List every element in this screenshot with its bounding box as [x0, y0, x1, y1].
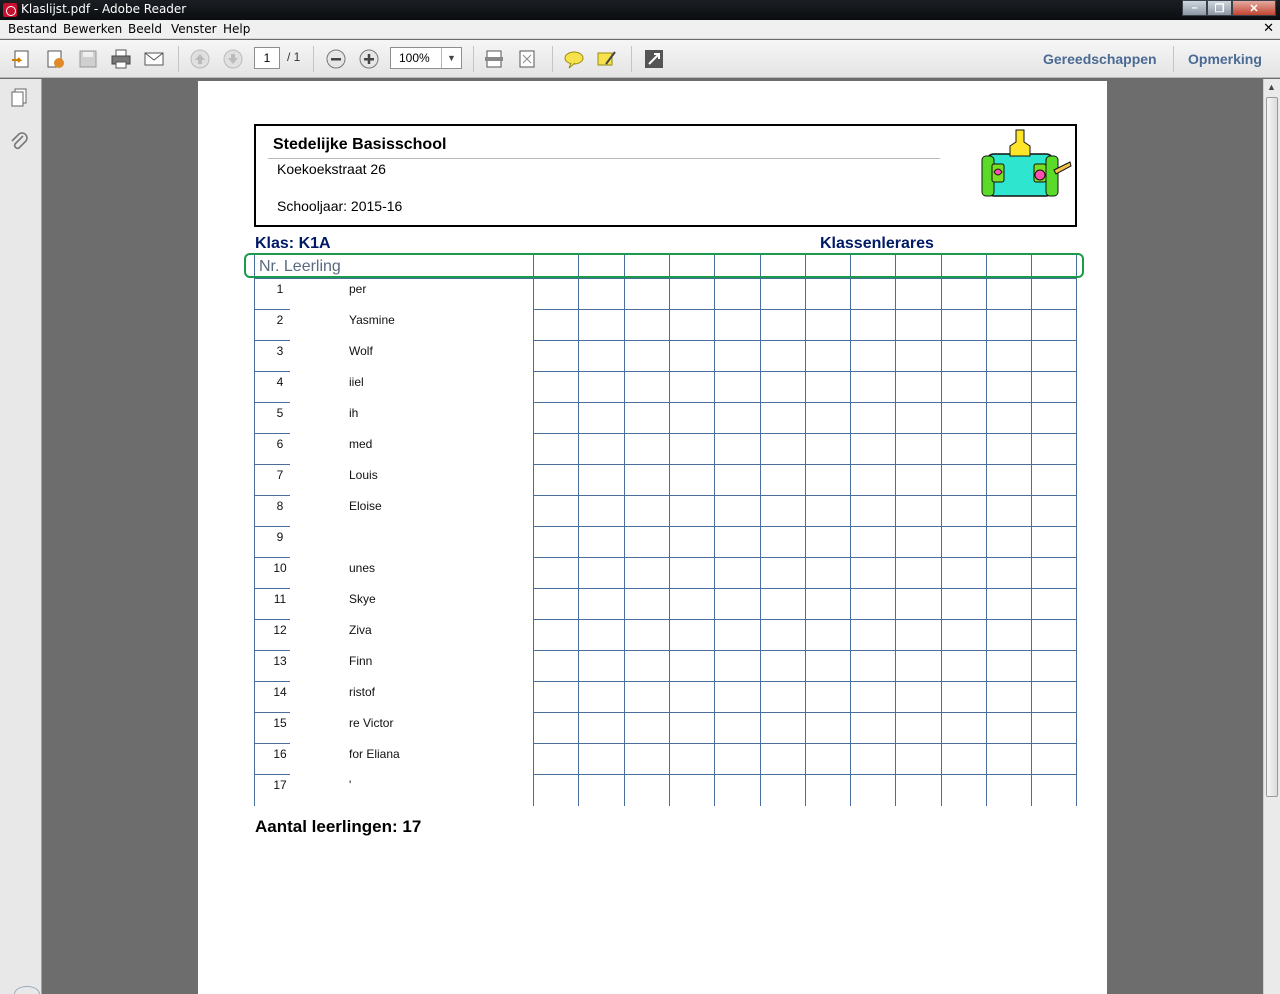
adobe-reader-icon: [3, 3, 17, 17]
student-name: med: [349, 437, 373, 451]
page-number-input[interactable]: 1: [254, 47, 280, 69]
student-number: 1: [276, 282, 284, 296]
create-pdf-icon[interactable]: [44, 48, 66, 70]
student-name: Louis: [349, 468, 378, 482]
student-number: 10: [273, 561, 287, 575]
menu-beeld[interactable]: Beeld: [128, 22, 162, 36]
scrollbar-thumb[interactable]: [1266, 97, 1278, 797]
comment-icon[interactable]: [563, 48, 585, 70]
student-name: Wolf: [349, 344, 373, 358]
scroll-up-icon[interactable]: ▲: [1267, 82, 1276, 92]
student-name: for Eliana: [349, 747, 400, 761]
close-document-icon[interactable]: ✕: [1263, 21, 1274, 36]
tools-pane-link[interactable]: Gereedschappen: [1043, 51, 1157, 67]
student-name: Finn: [349, 654, 373, 668]
student-number: 8: [276, 499, 284, 513]
student-number: 14: [273, 685, 287, 699]
teacher-label: Klassenlerares: [820, 235, 934, 252]
print-icon[interactable]: [110, 48, 132, 70]
next-page-icon[interactable]: [222, 48, 244, 70]
school-street: Koekoekstraat 26: [277, 161, 386, 177]
full-screen-icon[interactable]: [643, 48, 665, 70]
window-controls: [1182, 0, 1276, 16]
vertical-scrollbar[interactable]: [1263, 79, 1280, 994]
student-name: ': [349, 778, 352, 792]
school-year: Schooljaar: 2015-16: [277, 198, 403, 214]
menu-venster[interactable]: Venster: [171, 22, 217, 36]
student-name: ih: [349, 406, 359, 420]
menu-help[interactable]: Help: [223, 22, 251, 36]
navigation-pane: [0, 79, 42, 994]
chevron-down-icon[interactable]: ▼: [441, 48, 461, 68]
student-name: Yasmine: [349, 313, 395, 327]
fit-width-icon[interactable]: [483, 48, 505, 70]
student-name: iiel: [349, 375, 364, 389]
student-name: unes: [349, 561, 376, 575]
student-count: Aantal leerlingen: 17: [255, 817, 422, 836]
email-icon[interactable]: [143, 48, 165, 70]
student-name: re Victor: [349, 716, 394, 730]
student-number: 6: [276, 437, 284, 451]
student-number: 12: [273, 623, 287, 637]
zoom-out-icon[interactable]: [325, 48, 347, 70]
student-number: 15: [273, 716, 287, 730]
window-title: Klaslijst.pdf - Adobe Reader: [21, 2, 187, 16]
student-number: 5: [276, 406, 284, 420]
previous-page-icon[interactable]: [189, 48, 211, 70]
highlight-text-icon[interactable]: [596, 48, 618, 70]
title-bar: [0, 0, 1280, 20]
student-name: ristof: [349, 685, 376, 699]
open-icon[interactable]: [10, 48, 32, 70]
header-row-highlight: [244, 253, 1084, 278]
page-thumbnails-icon[interactable]: [8, 87, 30, 109]
comment-pane-link[interactable]: Opmerking: [1188, 51, 1262, 67]
minimize-button[interactable]: –: [1182, 0, 1207, 16]
zoom-select[interactable]: [390, 47, 462, 69]
student-name: Eloise: [349, 499, 382, 513]
close-button[interactable]: ✕: [1232, 0, 1276, 16]
maximize-button[interactable]: ❐: [1207, 0, 1232, 16]
student-number: 7: [276, 468, 284, 482]
header-divider: [268, 158, 940, 159]
student-name: Skye: [349, 592, 376, 606]
school-name: Stedelijke Basisschool: [273, 136, 447, 153]
student-number: 3: [276, 344, 284, 358]
student-number: 9: [276, 530, 284, 544]
menu-bestand[interactable]: Bestand: [8, 22, 58, 36]
student-number: 13: [273, 654, 287, 668]
class-label: Klas: K1A: [255, 235, 331, 252]
student-number: 17: [273, 778, 287, 792]
fit-page-icon[interactable]: [516, 48, 538, 70]
menu-bar: [0, 20, 1280, 39]
table-header: Nr. Leerling: [259, 258, 341, 275]
student-name: per: [349, 282, 367, 296]
zoom-value: 100%: [399, 51, 430, 65]
page-total: / 1: [287, 50, 301, 64]
student-number: 16: [273, 747, 287, 761]
school-bag-logo: [980, 128, 1072, 208]
student-number: 2: [276, 313, 284, 327]
zoom-in-icon[interactable]: [358, 48, 380, 70]
student-number: 4: [276, 375, 284, 389]
student-name: Ziva: [349, 623, 372, 637]
menu-bewerken[interactable]: Bewerken: [63, 22, 123, 36]
attachments-icon[interactable]: [8, 131, 30, 153]
save-icon[interactable]: [77, 48, 99, 70]
student-number: 11: [273, 592, 287, 606]
